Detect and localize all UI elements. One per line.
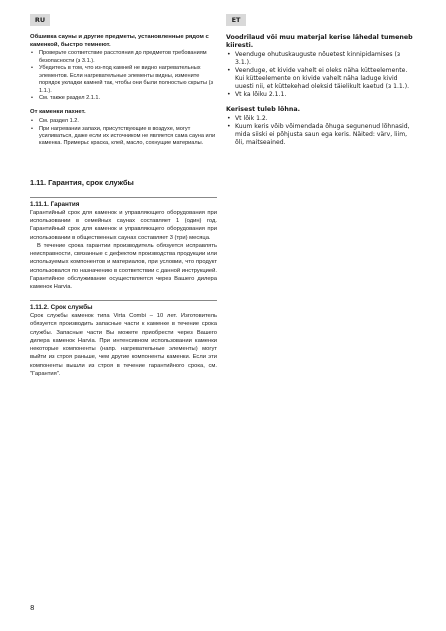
list-item: • Veenduge ohutuskauguste nõuetest kinnipidamises (з 3.1.).: [226, 51, 418, 67]
et-section-cladding: [226, 34, 418, 99]
warranty-heading: 1.11. Гарантия, срок службы: [30, 178, 134, 187]
et-smell-heading: Kerisest tuleb lõhna.: [226, 105, 300, 113]
et-cladding-heading: Voodrilaud või muu materjal kerise lähedal tumeneb kiiresti.: [226, 34, 413, 49]
language-tag-ru: RU: [30, 14, 50, 26]
ru-cladding-list: [30, 50, 217, 102]
et-section-smell: [226, 106, 418, 147]
list-item: • Vt lõik 1.2.: [226, 115, 418, 123]
et-cladding-list: [226, 51, 418, 99]
ru-section-cladding: [30, 34, 217, 102]
warranty-subheading: 1.11.1. Гарантия: [30, 197, 217, 208]
service-life-paragraph: Срок службы каменок типа Virta Combi – 10 лет. Изготовитель обязуется производить запасные части к каменке в течение срока службы. Запасные части Вы можете приобрести через Вашего дилера каменок Harvia. При интенсивном использовании каменки некоторые компоненты (напр. нагревательные элементы) могут выйти из строя раньше, чем другие компоненты каменки. Если эти компоненты вышли из строя в течение гарантийного срока, см. "Гарантия".: [30, 313, 217, 377]
list-item: • См. также раздел 2.1.1.: [30, 95, 217, 102]
list-item: • Kuum keris võib võimendada õhuga segunenud lõhnasid, mida siiski ei põhjusta saun ega keris. Näited: värv, liim, õli, maitseained.: [226, 123, 418, 147]
warranty-paragraph: Гарантийный срок для каменок и управляющего оборудования при использовании в семейных саунах составляет 1 (один) год. Гарантийный срок для каменок и управляющего оборудования при использовании в общественных саунах составляет 3 (три) месяца.: [30, 210, 217, 241]
ru-cladding-heading: Обшивка сауны и другие предметы, установленные рядом с каменкой, быстро темнеют.: [30, 34, 209, 48]
ru-troubleshooting-column: [30, 34, 217, 155]
warranty-paragraph: В течение срока гарантии производитель обязуется исправлять неисправности, связанные с дефектом производства продукции или используемых компонентов и материалов, при условии, что продукт использовался по назначению в соответствии с данной инструкцией. Гарантийное обслуживание осуществляется через Вашего дилера каменок Harvia.: [30, 242, 217, 290]
ru-smell-heading: От каменки пахнет.: [30, 109, 86, 116]
list-item: • Убедитесь в том, что из-под камней не видно нагревательных элементов. Если нагревательные элементы видны, измените порядок укладки камней так, чтобы они были полностью скрыты (з 1.1.).: [30, 65, 217, 95]
list-item: • Vt ka lõiku 2.1.1.: [226, 91, 418, 99]
page-number: 8: [30, 604, 35, 612]
et-troubleshooting-column: [226, 34, 418, 154]
list-item: • См. раздел 1.2.: [30, 118, 217, 125]
ru-smell-list: [30, 118, 217, 148]
language-tag-et: ET: [226, 14, 246, 26]
list-item: • Проверьте соответствие расстояния до предметов требованиям безопасности (з 3.1.).: [30, 50, 217, 65]
et-smell-list: [226, 115, 418, 147]
ru-section-smell: [30, 109, 217, 147]
ru-warranty-section: [30, 178, 420, 387]
warranty-subsection: [30, 197, 420, 291]
list-item: • При нагревании запахи, присутствующие в воздухе, могут усиливаться, даже если их источником не является сама сауна или каменка. Примеры: краска, клей, масло, сохнущие материалы.: [30, 126, 217, 148]
service-life-subsection: [30, 300, 420, 378]
list-item: • Veenduge, et kivide vahelt ei oleks näha kütteelemente. Kui kütteelemente on kivide vahelt näha laduge kivid uuesti nii, et küttekehad oleksid täielikult kaetud (з 1.1.).: [226, 67, 418, 91]
service-life-subheading: 1.11.2. Срок службы: [30, 300, 217, 311]
